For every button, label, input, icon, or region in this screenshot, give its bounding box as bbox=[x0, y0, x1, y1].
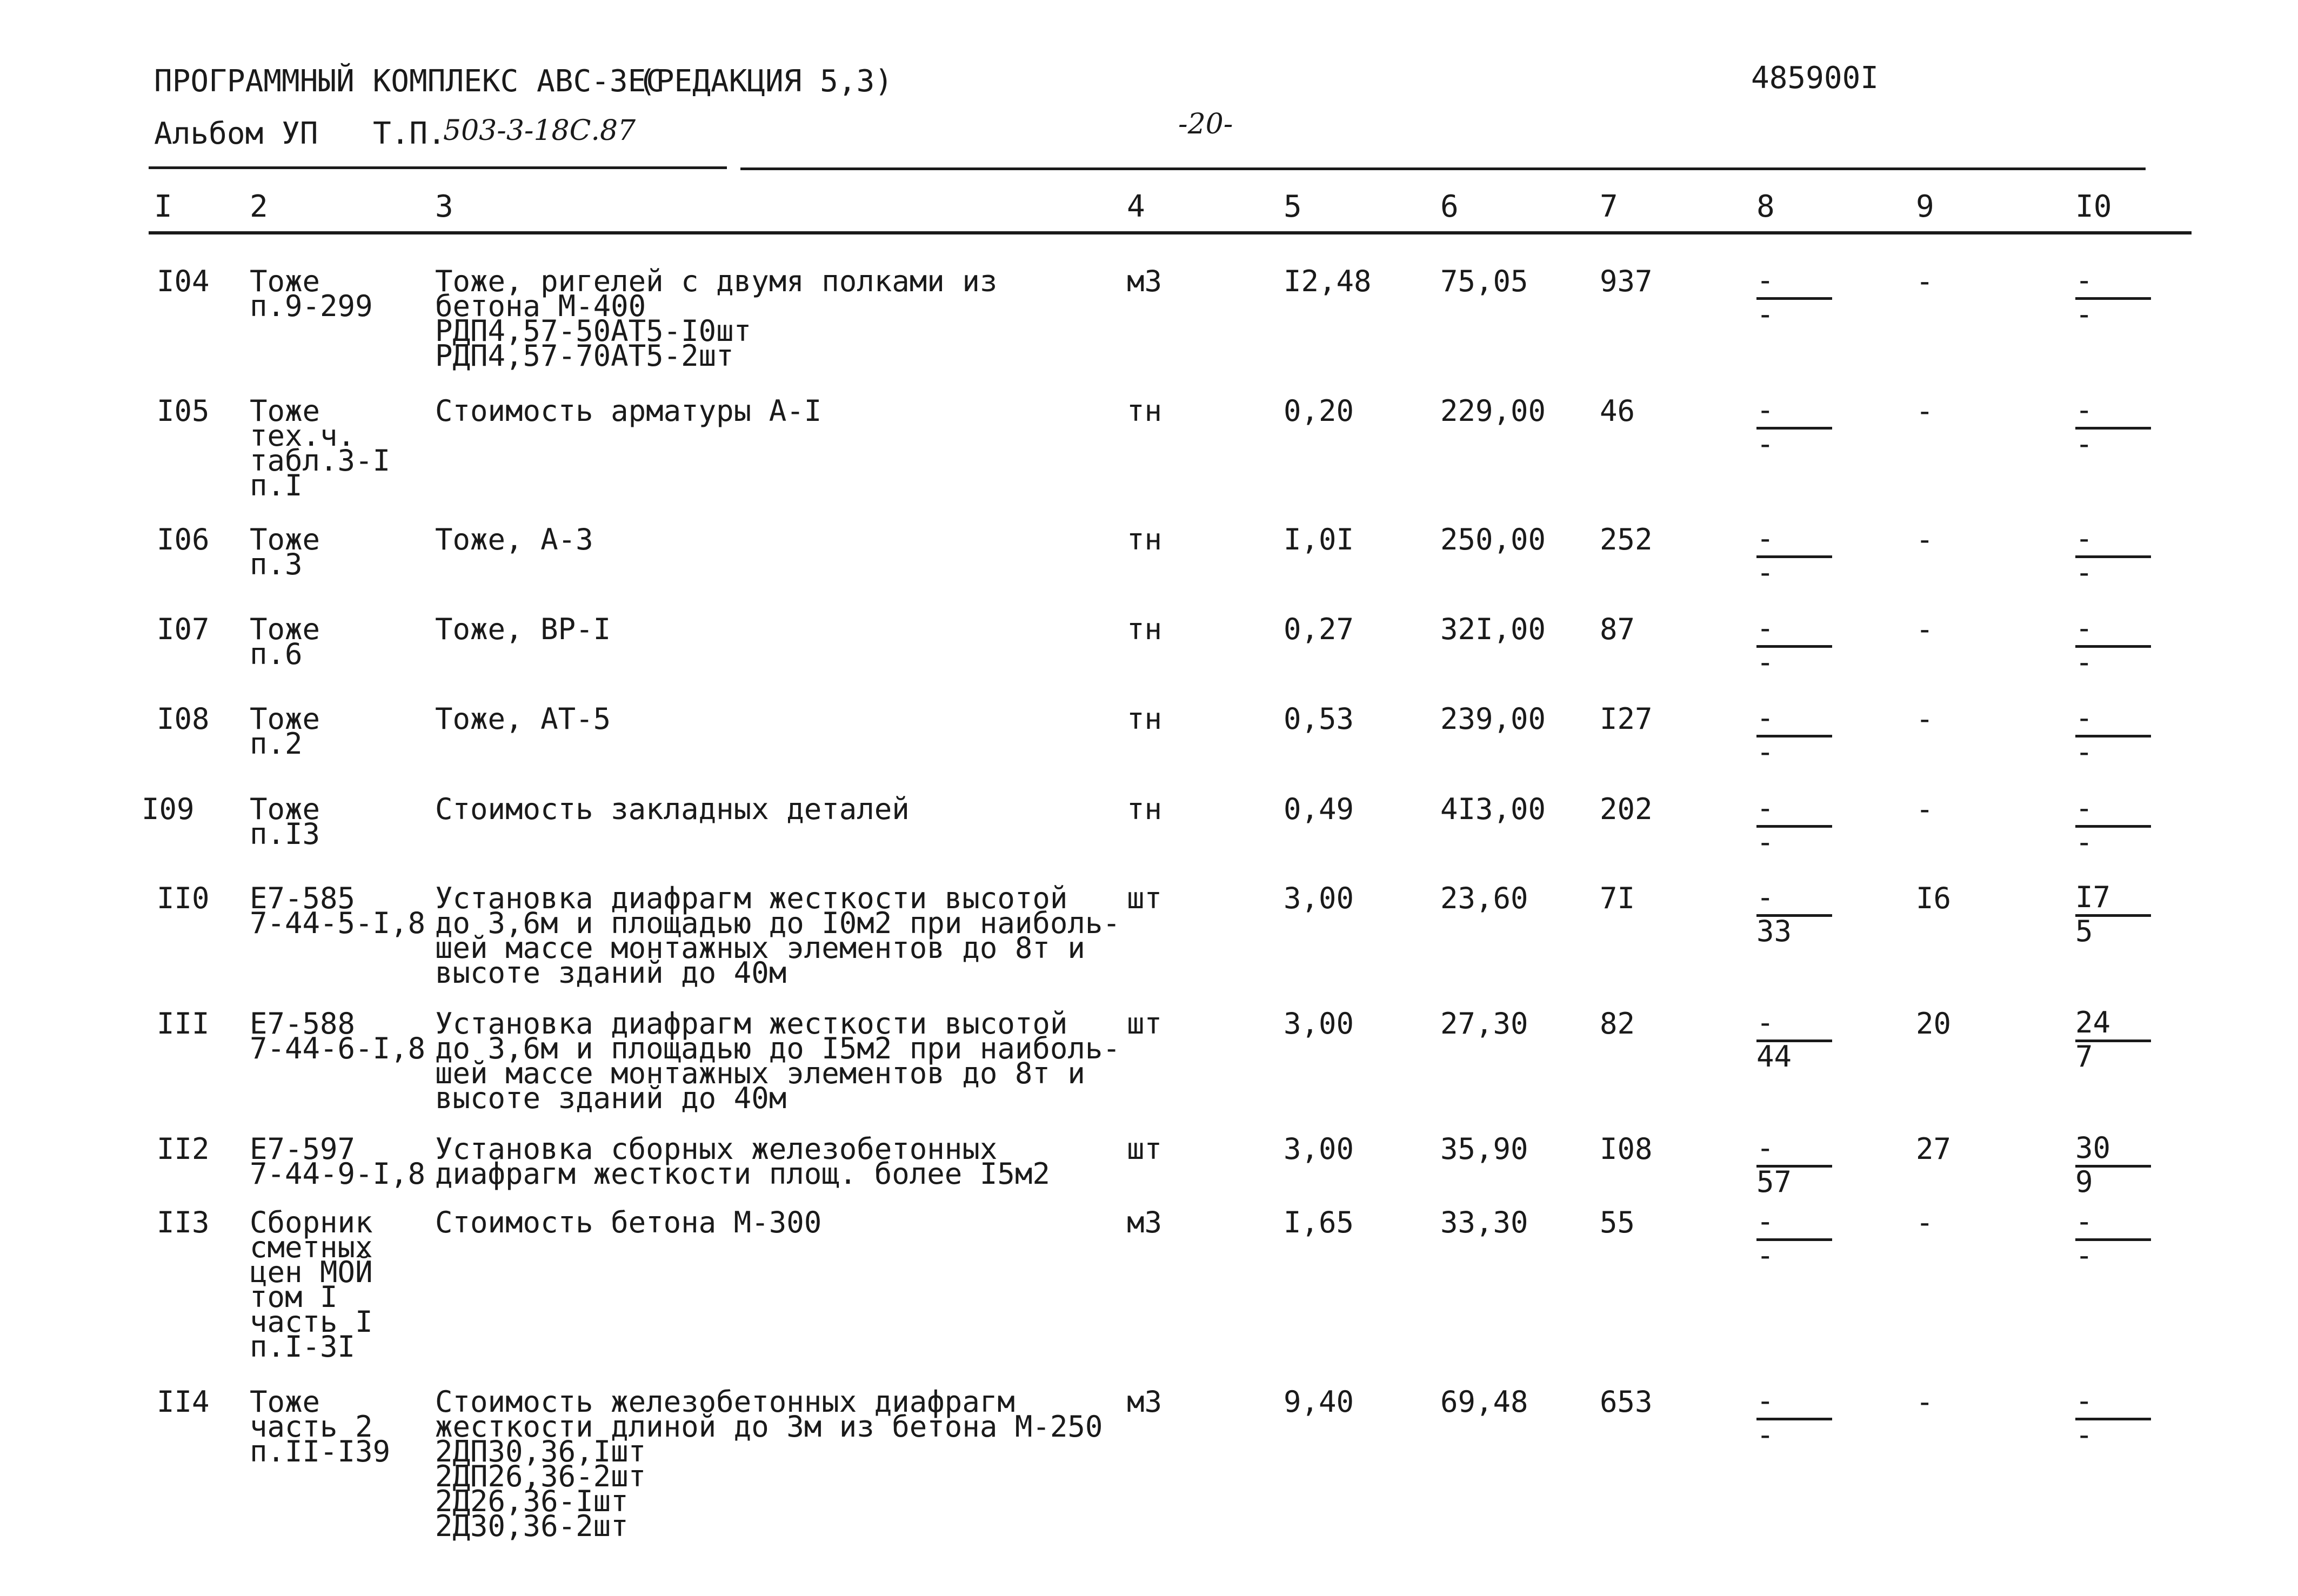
column-8-fraction bbox=[1756, 395, 1832, 459]
column-8-fraction bbox=[1756, 703, 1832, 767]
quantity: 0,49 bbox=[1284, 792, 1354, 826]
row-number: II4 bbox=[157, 1385, 210, 1419]
fraction-numerator: 30 bbox=[2075, 1134, 2151, 1168]
quantity: 3,00 bbox=[1284, 1132, 1354, 1166]
column-8-fraction bbox=[1756, 880, 1832, 948]
row-number: I09 bbox=[142, 792, 195, 826]
column-8-fraction bbox=[1756, 791, 1832, 859]
fraction-denominator: - bbox=[2075, 1238, 2093, 1272]
column-header-7: 7 bbox=[1600, 189, 1618, 224]
work-description: Стоимость железобетонных диафрагм жесткости длиной до 3м из бетона М-250 2ДП30,36,Iшт 2ДП26,36-2шт 2Д26,36-Iшт 2Д30,36-2шт bbox=[435, 1385, 1103, 1543]
quantity: 3,00 bbox=[1284, 881, 1354, 915]
column-header-6: 6 bbox=[1440, 189, 1459, 224]
fraction-numerator: - bbox=[1756, 1386, 1832, 1420]
row-number: II2 bbox=[157, 1132, 210, 1166]
fraction-denominator: - bbox=[1756, 645, 1774, 679]
unit-price: 4I3,00 bbox=[1440, 792, 1546, 826]
work-description: Тоже, ВР-I bbox=[435, 612, 611, 646]
unit: тн bbox=[1127, 792, 1163, 826]
total-cost: I27 bbox=[1600, 702, 1653, 736]
fraction-denominator: 9 bbox=[2075, 1165, 2093, 1199]
fraction-denominator: 44 bbox=[1756, 1040, 1792, 1074]
column-8-fraction bbox=[1756, 1005, 1832, 1074]
quantity: 3,00 bbox=[1284, 1007, 1354, 1041]
column-8-fraction bbox=[1756, 1204, 1832, 1272]
fraction-numerator: - bbox=[1756, 395, 1832, 430]
reference-code: Сборник сметных цен МОЙ том I часть I п.I-3I bbox=[250, 1205, 373, 1364]
fraction-numerator: - bbox=[2075, 524, 2151, 558]
unit-price: 229,00 bbox=[1440, 394, 1546, 428]
reference-code: Тоже п.6 bbox=[250, 612, 320, 671]
column-8-fraction bbox=[1756, 1386, 1832, 1450]
column-8-fraction bbox=[1756, 263, 1832, 331]
fraction-denominator: - bbox=[2075, 297, 2093, 331]
fraction-numerator: - bbox=[1756, 883, 1832, 917]
edition-label: (РЕДАКЦИЯ 5,3) bbox=[638, 64, 893, 99]
fraction-numerator: - bbox=[1756, 614, 1832, 648]
column-10-fraction bbox=[2075, 1131, 2151, 1199]
fraction-numerator: - bbox=[1756, 1008, 1832, 1042]
fraction-numerator: - bbox=[1756, 794, 1832, 828]
unit: тн bbox=[1127, 702, 1163, 736]
album-label: Альбом УП bbox=[154, 116, 318, 151]
column-header-1: I bbox=[154, 189, 172, 224]
fraction-numerator: - bbox=[1756, 266, 1832, 300]
quantity: 0,27 bbox=[1284, 612, 1354, 646]
total-cost: 46 bbox=[1600, 394, 1635, 428]
column-10-fraction bbox=[2075, 1386, 2151, 1450]
reference-code: Тоже тех.ч. табл.3-I п.I bbox=[250, 394, 391, 502]
row-number: II0 bbox=[157, 881, 210, 915]
unit: шт bbox=[1127, 1132, 1163, 1166]
fraction-numerator: - bbox=[2075, 614, 2151, 648]
total-cost: 87 bbox=[1600, 612, 1635, 646]
column-9-value: - bbox=[1916, 792, 1934, 826]
unit-price: 32I,00 bbox=[1440, 612, 1546, 646]
program-title: ПРОГРАММНЫЙ КОМПЛЕКС АВС-ЗЕС bbox=[154, 64, 665, 99]
fraction-numerator: I7 bbox=[2075, 883, 2151, 917]
fraction-denominator: - bbox=[2075, 825, 2093, 859]
work-description: Тоже, А-3 bbox=[435, 522, 593, 556]
total-cost: 937 bbox=[1600, 264, 1653, 298]
work-description: Тоже, АТ-5 bbox=[435, 702, 611, 736]
column-header-5: 5 bbox=[1284, 189, 1302, 224]
total-cost: 7I bbox=[1600, 881, 1635, 915]
quantity: I,0I bbox=[1284, 522, 1354, 556]
column-9-value: - bbox=[1916, 1205, 1934, 1239]
unit-price: 250,00 bbox=[1440, 522, 1546, 556]
unit: м3 bbox=[1127, 1385, 1163, 1419]
fraction-numerator: - bbox=[1756, 1134, 1832, 1168]
document-number: 485900I bbox=[1751, 61, 1879, 96]
fraction-denominator: - bbox=[1756, 735, 1774, 769]
work-description: Тоже, ригелей с двумя полками из бетона М-400 РДП4,57-50АТ5-I0шт РДП4,57-70АТ5-2шт bbox=[435, 264, 998, 373]
fraction-denominator: - bbox=[2075, 735, 2093, 769]
fraction-denominator: - bbox=[1756, 1418, 1774, 1452]
unit: тн bbox=[1127, 394, 1163, 428]
total-cost: 55 bbox=[1600, 1205, 1635, 1239]
unit-price: 33,30 bbox=[1440, 1205, 1528, 1239]
column-9-value: - bbox=[1916, 702, 1934, 736]
row-number: I06 bbox=[157, 522, 210, 556]
unit-price: 239,00 bbox=[1440, 702, 1546, 736]
work-description: Установка диафрагм жесткости высотой до 3,6м и площадью до I5м2 при наиболь- шей массе монтажных элементов до 8т и высоте зданий до 40м bbox=[435, 1007, 1120, 1115]
reference-code: Тоже п.3 bbox=[250, 522, 320, 581]
column-9-value: 27 bbox=[1916, 1132, 1952, 1166]
fraction-denominator: - bbox=[1756, 1238, 1774, 1272]
fraction-denominator: - bbox=[2075, 555, 2093, 589]
fraction-denominator: 57 bbox=[1756, 1165, 1792, 1199]
fraction-numerator: - bbox=[2075, 703, 2151, 737]
reference-code: Тоже часть 2 п.II-I39 bbox=[250, 1385, 391, 1468]
fraction-numerator: - bbox=[2075, 1386, 2151, 1420]
total-cost: I08 bbox=[1600, 1132, 1653, 1166]
quantity: I2,48 bbox=[1284, 264, 1372, 298]
row-number: III bbox=[157, 1007, 210, 1041]
fraction-denominator: - bbox=[2075, 1418, 2093, 1452]
unit-price: 69,48 bbox=[1440, 1385, 1528, 1419]
unit: м3 bbox=[1127, 264, 1163, 298]
reference-code: Тоже п.2 bbox=[250, 702, 320, 761]
column-9-value: I6 bbox=[1916, 881, 1952, 915]
quantity: 0,53 bbox=[1284, 702, 1354, 736]
column-header-10: I0 bbox=[2075, 189, 2112, 224]
reference-code: Е7-588 7-44-6-I,8 bbox=[250, 1007, 426, 1065]
work-description: Стоимость бетона М-300 bbox=[435, 1205, 822, 1239]
reference-code: Е7-597 7-44-9-I,8 bbox=[250, 1132, 426, 1191]
fraction-denominator: 33 bbox=[1756, 914, 1792, 948]
fraction-denominator: - bbox=[2075, 427, 2093, 461]
column-header-2: 2 bbox=[250, 189, 268, 224]
column-10-fraction bbox=[2075, 880, 2151, 948]
column-9-value: - bbox=[1916, 1385, 1934, 1419]
column-10-fraction bbox=[2075, 1204, 2151, 1272]
fraction-numerator: - bbox=[2075, 794, 2151, 828]
column-10-fraction bbox=[2075, 791, 2151, 859]
fraction-denominator: 5 bbox=[2075, 914, 2093, 948]
unit: тн bbox=[1127, 612, 1163, 646]
row-number: I07 bbox=[157, 612, 210, 646]
column-9-value: - bbox=[1916, 264, 1934, 298]
total-cost: 252 bbox=[1600, 522, 1653, 556]
unit: м3 bbox=[1127, 1205, 1163, 1239]
fraction-denominator: - bbox=[1756, 825, 1774, 859]
total-cost: 82 bbox=[1600, 1007, 1635, 1041]
column-9-value: - bbox=[1916, 394, 1934, 428]
fraction-numerator: - bbox=[1756, 703, 1832, 737]
column-10-fraction bbox=[2075, 521, 2151, 589]
work-description: Стоимость закладных деталей bbox=[435, 792, 910, 826]
column-10-fraction bbox=[2075, 263, 2151, 331]
column-9-value: 20 bbox=[1916, 1007, 1952, 1041]
work-description: Установка сборных железобетонных диафрагм жесткости площ. более I5м2 bbox=[435, 1132, 1050, 1191]
column-header-3: 3 bbox=[435, 189, 453, 224]
unit: шт bbox=[1127, 881, 1163, 915]
fraction-numerator: - bbox=[2075, 395, 2151, 430]
unit-price: 27,30 bbox=[1440, 1007, 1528, 1041]
column-10-fraction bbox=[2075, 611, 2151, 679]
column-header-8: 8 bbox=[1756, 189, 1775, 224]
work-description: Установка диафрагм жесткости высотой до 3,6м и площадью до I0м2 при наиболь- шей массе монтажных элементов до 8т и высоте зданий до 40м bbox=[435, 881, 1120, 990]
row-number: I08 bbox=[157, 702, 210, 736]
row-number: I04 bbox=[157, 264, 210, 298]
reference-code: Тоже п.I3 bbox=[250, 792, 320, 851]
column-9-value: - bbox=[1916, 522, 1934, 556]
column-header-rule bbox=[149, 231, 2192, 234]
tp-label: Т.П. bbox=[373, 116, 446, 151]
unit-price: 23,60 bbox=[1440, 881, 1528, 915]
column-header-4: 4 bbox=[1127, 189, 1145, 224]
column-header-9: 9 bbox=[1916, 189, 1934, 224]
tp-code-handwritten: 503-3-18С.87 bbox=[443, 115, 636, 147]
fraction-denominator: 7 bbox=[2075, 1040, 2093, 1074]
fraction-numerator: 24 bbox=[2075, 1008, 2151, 1042]
column-8-fraction bbox=[1756, 611, 1832, 679]
fraction-numerator: - bbox=[1756, 1207, 1832, 1241]
fraction-numerator: - bbox=[2075, 266, 2151, 300]
fraction-denominator: - bbox=[2075, 645, 2093, 679]
column-8-fraction bbox=[1756, 1131, 1832, 1199]
column-10-fraction bbox=[2075, 703, 2151, 767]
column-9-value: - bbox=[1916, 612, 1934, 646]
fraction-numerator: - bbox=[2075, 1207, 2151, 1241]
column-10-fraction bbox=[2075, 1005, 2151, 1074]
header-rule-right bbox=[740, 167, 2146, 170]
row-number: II3 bbox=[157, 1205, 210, 1239]
page-number-handwritten: -20- bbox=[1178, 108, 1233, 140]
unit-price: 35,90 bbox=[1440, 1132, 1528, 1166]
fraction-denominator: - bbox=[1756, 297, 1774, 331]
column-10-fraction bbox=[2075, 395, 2151, 459]
total-cost: 653 bbox=[1600, 1385, 1653, 1419]
unit: шт bbox=[1127, 1007, 1163, 1041]
unit: тн bbox=[1127, 522, 1163, 556]
work-description: Стоимость арматуры А-I bbox=[435, 394, 822, 428]
quantity: 0,20 bbox=[1284, 394, 1354, 428]
fraction-numerator: - bbox=[1756, 524, 1832, 558]
row-number: I05 bbox=[157, 394, 210, 428]
reference-code: Е7-585 7-44-5-I,8 bbox=[250, 881, 426, 940]
fraction-denominator: - bbox=[1756, 427, 1774, 461]
total-cost: 202 bbox=[1600, 792, 1653, 826]
header-rule-left bbox=[149, 166, 727, 169]
quantity: 9,40 bbox=[1284, 1385, 1354, 1419]
unit-price: 75,05 bbox=[1440, 264, 1528, 298]
quantity: I,65 bbox=[1284, 1205, 1354, 1239]
column-8-fraction bbox=[1756, 521, 1832, 589]
reference-code: Тоже п.9-299 bbox=[250, 264, 373, 323]
fraction-denominator: - bbox=[1756, 555, 1774, 589]
